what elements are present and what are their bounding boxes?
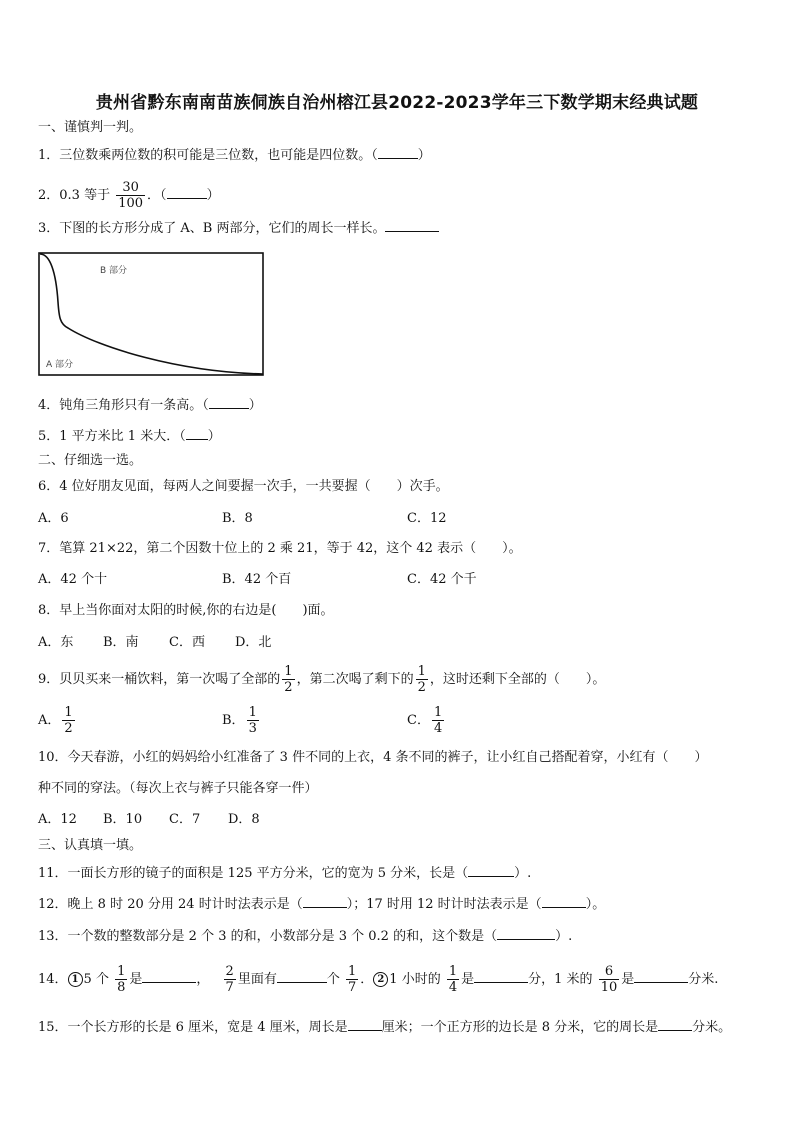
answer-blank[interactable] — [497, 927, 555, 940]
option-c[interactable]: C．12 — [407, 511, 447, 526]
question-4: 4．钝角三角形只有一条高。（ ） — [38, 398, 262, 413]
question-5: 5．1 平方米比 1 米大．（ ） — [38, 429, 221, 444]
answer-blank[interactable] — [468, 864, 514, 877]
answer-blank[interactable] — [277, 970, 327, 983]
option-a[interactable]: A．12 — [38, 812, 77, 827]
option-a[interactable]: A．6 — [38, 511, 69, 526]
question-8: 8．早上当你面对太阳的时候,你的右边是( )面。 — [38, 603, 334, 618]
question-12: 12．晚上 8 时 20 分用 24 时计时法表示是（ ）；17 时用 12 时计时法表示是（ ）。 — [38, 897, 606, 912]
option-b[interactable]: B．10 — [103, 812, 143, 827]
option-b[interactable]: B．南 — [103, 635, 139, 650]
answer-blank[interactable] — [167, 186, 207, 199]
option-c[interactable]: C．42 个千 — [407, 572, 477, 587]
answer-blank[interactable] — [634, 970, 688, 983]
question-11: 11．一面长方形的镜子的面积是 125 平方分米，它的宽为 5 分米，长是（ ）. — [38, 866, 532, 881]
question-10: 10．今天春游，小红的妈妈给小红准备了 3 件不同的上衣，4 条不同的裤子，让小红自己搭配着穿，小红有（ ） — [38, 750, 708, 765]
question-10-cont: 种不同的穿法。（每次上衣与裤子只能各穿一件） — [38, 781, 318, 796]
dividing-curve — [40, 254, 263, 374]
option-a[interactable]: A．东 — [38, 635, 74, 650]
question-1: 1．三位数乘两位数的积可能是三位数，也可能是四位数。（ ） — [38, 148, 431, 163]
section-fill: 三、认真填一填。 — [38, 838, 143, 853]
rectangle-figure — [38, 252, 264, 376]
answer-blank[interactable] — [542, 895, 586, 908]
label-a: A 部分 — [46, 360, 74, 370]
question-7: 7．笔算 21×22，第二个因数十位上的 2 乘 21，等于 42，这个 42 表示（ ）。 — [38, 541, 522, 556]
answer-blank[interactable] — [303, 895, 347, 908]
answer-blank[interactable] — [209, 396, 249, 409]
option-b[interactable]: B．8 — [222, 511, 253, 526]
question-13: 13．一个数的整数部分是 2 个 3 的和，小数部分是 3 个 0.2 的和，这个数是（ ）. — [38, 929, 573, 944]
question-14: 14． 1 5 个 $\frac{1}{8}$ 是 ， $\frac{2}{7}$ 里面有 个 $\frac{1}{7}$ ． 2 1 小时的 $\frac{1}{4}$ 是 分，1 米的 $\frac{6}{10}$ 是 分米. — [38, 964, 719, 995]
option-b[interactable]: B．42 个百 — [222, 572, 292, 587]
page-title: 贵州省黔东南南苗族侗族自治州榕江县2022-2023学年三下数学期末经典试题 — [95, 93, 699, 113]
option-a[interactable]: A．42 个十 — [38, 572, 108, 587]
circled-number-1: 1 — [68, 972, 83, 987]
answer-blank[interactable] — [348, 1018, 382, 1031]
option-d[interactable]: D．8 — [228, 812, 260, 827]
label-b: B 部分 — [100, 266, 128, 276]
answer-blank[interactable] — [186, 427, 208, 440]
fraction: $\frac{1}{2}$ — [284, 664, 293, 695]
option-c[interactable]: C． $\frac{1}{4}$ — [407, 705, 443, 736]
answer-blank[interactable] — [658, 1018, 692, 1031]
answer-blank[interactable] — [142, 970, 196, 983]
question-15: 15．一个长方形的长是 6 厘米，宽是 4 厘米，周长是 厘米；一个正方形的边长是 8 分米，它的周长是 分米。 — [38, 1020, 732, 1035]
option-c[interactable]: C．7 — [169, 812, 201, 827]
circled-number-2: 2 — [373, 972, 388, 987]
fraction: $\frac{30}{100}$ — [118, 180, 144, 211]
question-9: 9．贝贝买来一桶饮料，第一次喝了全部的 $\frac{1}{2}$ ，第二次喝了剩下的 $\frac{1}{2}$ ，这时还剩下全部的（ ）。 — [38, 664, 606, 695]
question-6: 6．4 位好朋友见面，每两人之间要握一次手，一共要握（ ）次手。 — [38, 479, 449, 494]
answer-blank[interactable] — [385, 219, 439, 232]
question-2: 2．0.3 等于 $\frac{30}{100}$ ．（ ） — [38, 180, 220, 211]
option-a[interactable]: A． $\frac{1}{2}$ — [38, 705, 73, 736]
section-judge: 一、谨慎判一判。 — [38, 120, 143, 135]
option-b[interactable]: B． $\frac{1}{3}$ — [222, 705, 257, 736]
answer-blank[interactable] — [378, 146, 418, 159]
rectangle-outline — [39, 253, 263, 375]
option-d[interactable]: D．北 — [235, 635, 272, 650]
section-choose: 二、仔细选一选。 — [38, 453, 143, 468]
question-3: 3．下图的长方形分成了 A、B 两部分，它们的周长一样长。 — [38, 219, 439, 237]
fraction: $\frac{1}{2}$ — [417, 664, 426, 695]
option-c[interactable]: C．西 — [169, 635, 205, 650]
answer-blank[interactable] — [474, 970, 528, 983]
